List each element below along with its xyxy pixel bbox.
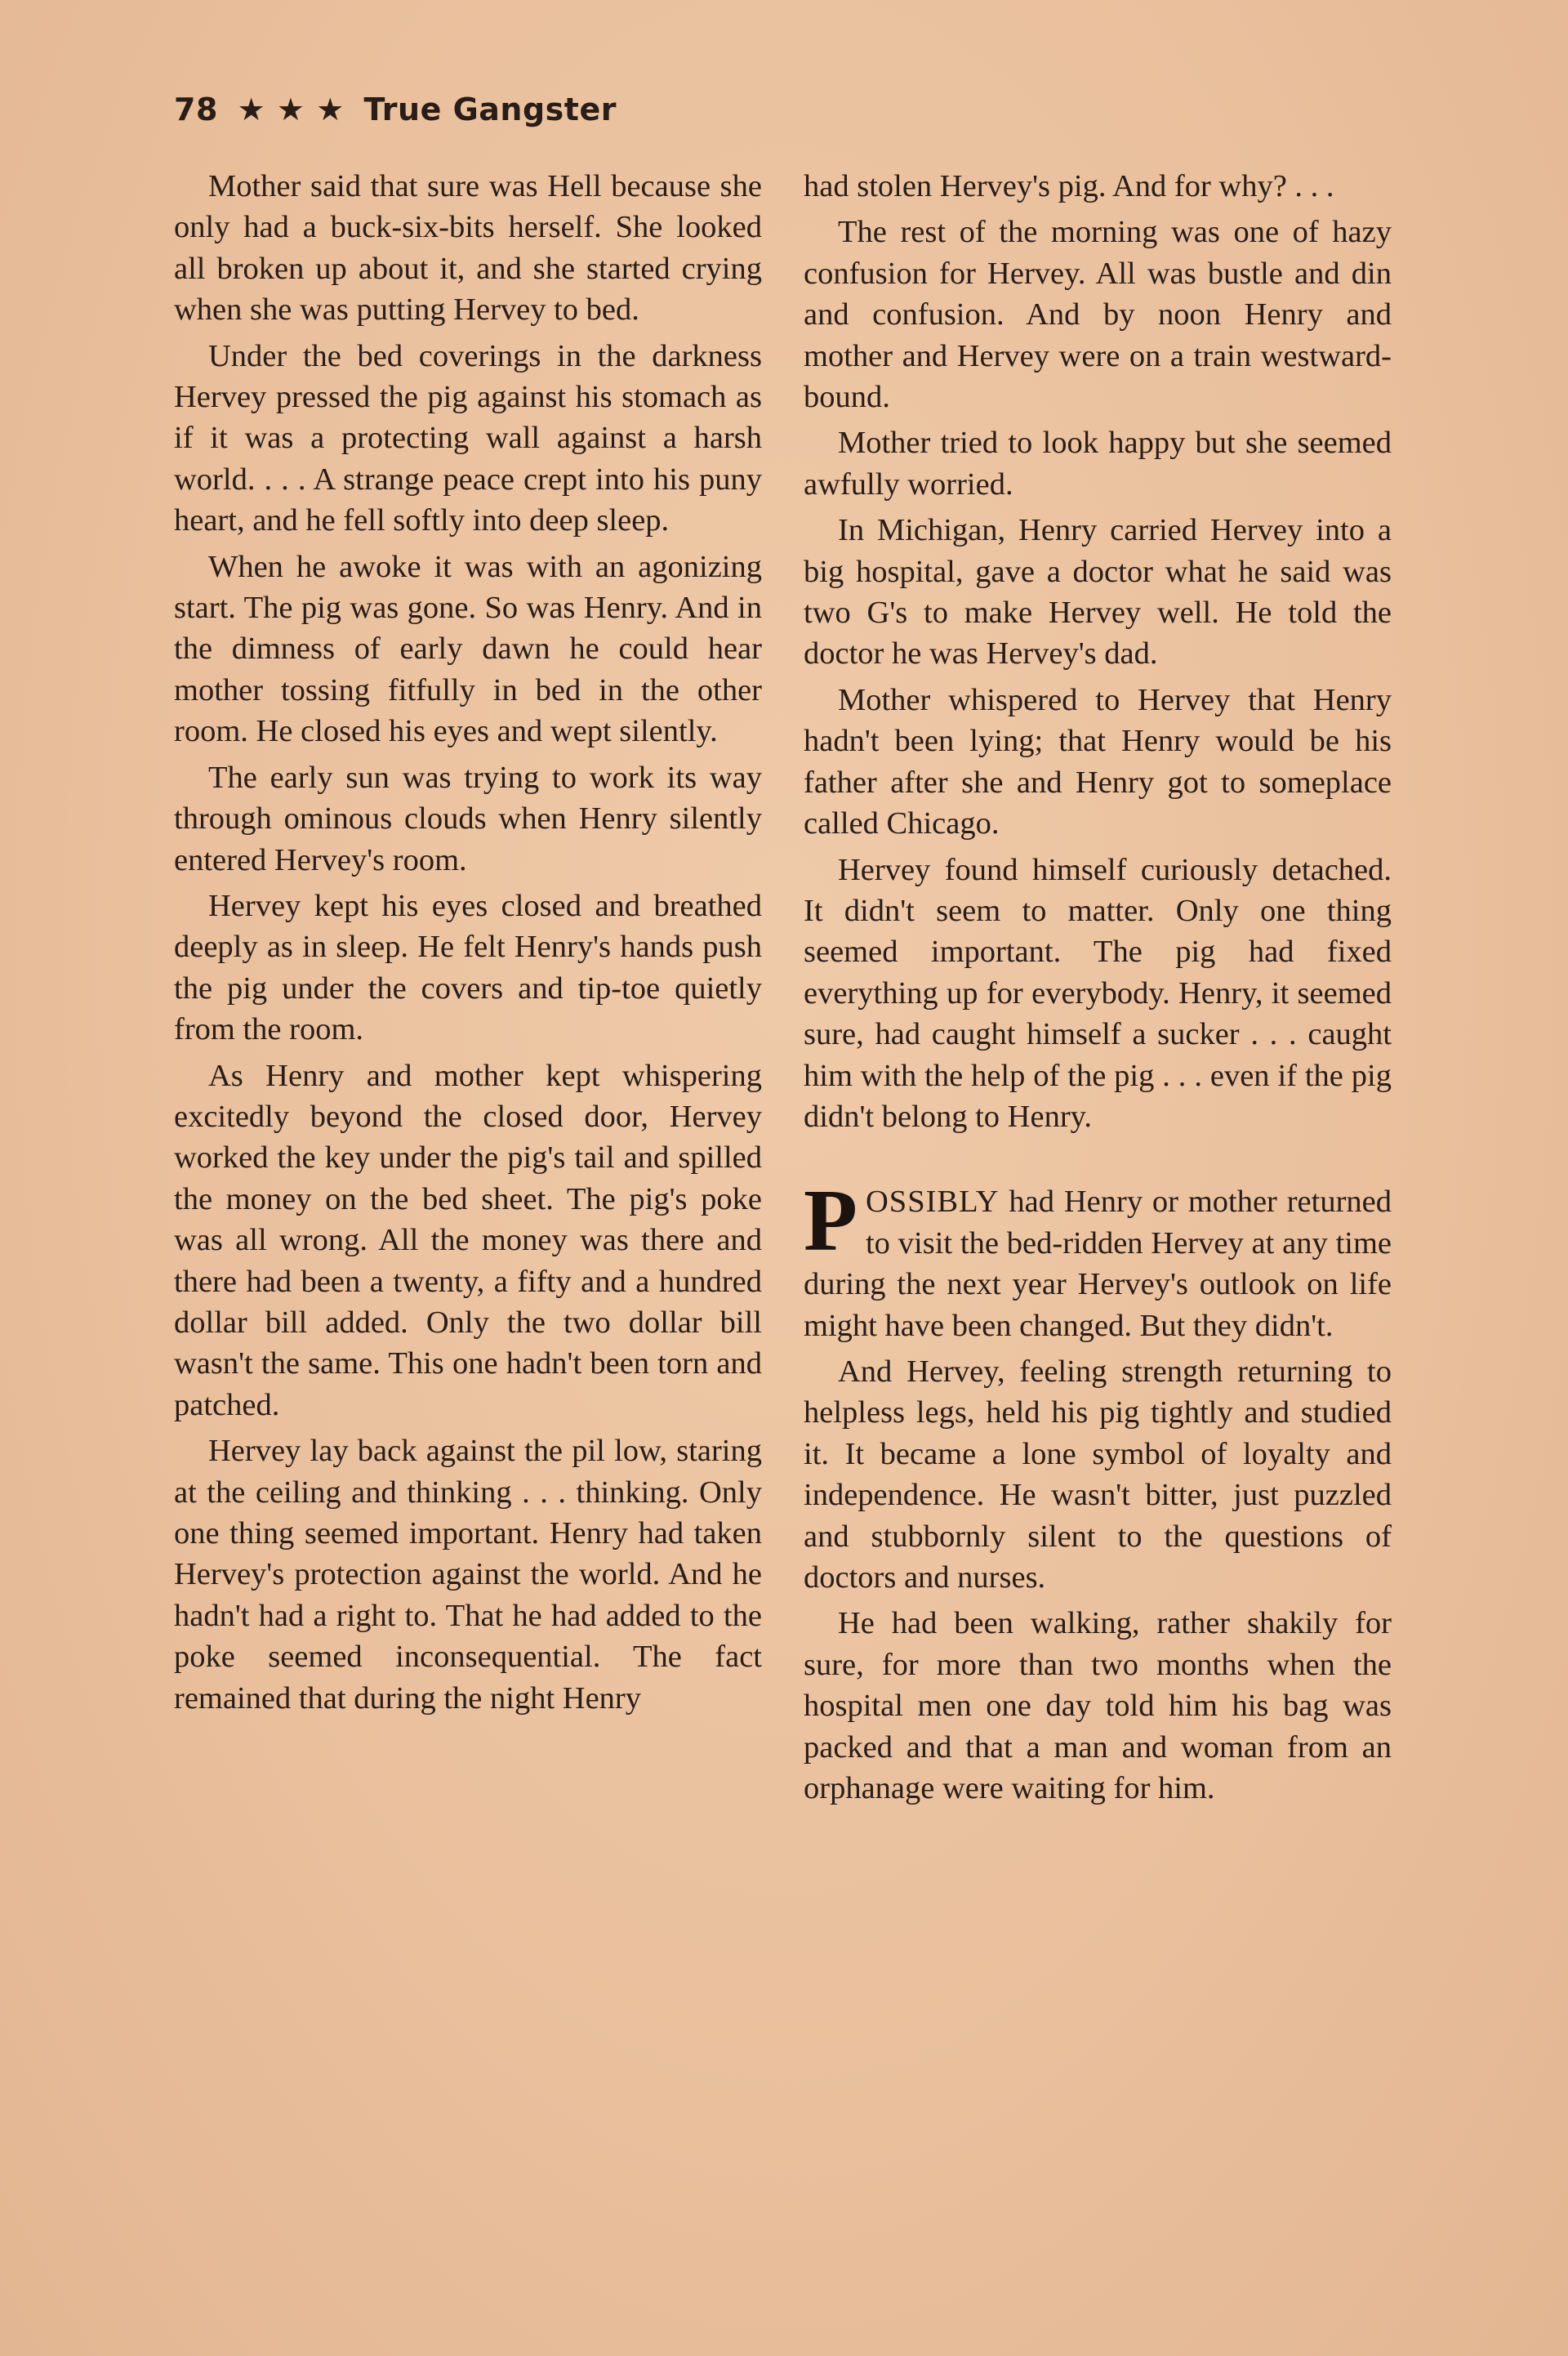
paragraph: Mother said that sure was Hell because she only had a buck-six-bits herself. She looked all broken up about it, and she started crying when she was putting Hervey to bed. [174, 169, 762, 328]
paragraph: When he awoke it was with an agonizing start. The pig was gone. So was Henry. And in the dimness of early dawn he could hear mother tossing fitfully in bed in the other room. He closed his eyes and wept silently. [174, 549, 762, 749]
left-column [174, 166, 762, 1724]
section-opening-paragraph [804, 1172, 1392, 1346]
paragraph: Mother whispered to Hervey that Henry hadn't been lying; that Henry would be his father after she and Henry got to someplace called Chicago. [804, 682, 1392, 841]
running-header [174, 91, 617, 127]
drop-cap: P [804, 1172, 858, 1270]
section-first-text: had Henry or mother returned to visit the bed-ridden Hervey at any time during the next year Hervey's outlook on life might have been changed. But they didn't. [804, 1185, 1392, 1343]
paragraph: Hervey lay back against the pil low, staring at the ceiling and thinking . . . thinking. Only one thing seemed important. Henry had taken Hervey's protection against the world. And he hadn't had a right to. That he had added to the poke seemed inconsequential. The fact remained that during the night Henry [174, 1434, 762, 1716]
paragraph: And Hervey, feeling strength returning to helpless legs, held his pig tightly and studied it. It became a lone symbol of loyalty and independence. He wasn't bitter, just puzzled and stubbornly silent to the questions of doctors and nurses. [804, 1354, 1392, 1595]
paragraph: As Henry and mother kept whispering excitedly beyond the closed door, Hervey worked the key under the pig's tail and spilled the money on the bed sheet. The pig's poke was all wrong. All the money was there and there had been a twenty, a fifty and a hundred dollar bill added. Only the two dollar bill wasn't the same. This one hadn't been torn and patched. [174, 1058, 762, 1422]
paragraph: He had been walking, rather shakily for sure, for more than two months when the hospital men one day told him his bag was packed and that a man and woman from an orphanage were waiting for him. [804, 1606, 1392, 1806]
paragraph: Hervey kept his eyes closed and breathed deeply as in sleep. He felt Henry's hands push the pig under the covers and tip-toe quietly from the room. [174, 888, 762, 1047]
paragraph: In Michigan, Henry carried Hervey into a big hospital, gave a doctor what he said was two G's to make Hervey well. He told the doctor he was Hervey's dad. [804, 513, 1392, 672]
right-column [804, 166, 1392, 1814]
star-icons: ★ ★ ★ [237, 91, 345, 127]
paragraph: Mother tried to look happy but she seemed awfully worried. [804, 426, 1392, 502]
paragraph: The early sun was trying to work its way through ominous clouds when Henry silently entered Hervey's room. [174, 760, 762, 877]
page-number: 78 [174, 91, 218, 127]
paragraph: The rest of the morning was one of hazy confusion for Hervey. All was bustle and din and confusion. And by noon Henry and mother and Hervey were on a train westward-bound. [804, 215, 1392, 415]
section-first-word: OSSIBLY [865, 1185, 1000, 1220]
magazine-title: True Gangster [363, 91, 617, 127]
paragraph: Hervey found himself curiously detached. It didn't seem to matter. Only one thing seemed important. The pig had fixed everything up for everybody. Henry, it seemed sure, had caught himself a sucker . . . caught him with the help of the pig . . . even if the pig didn't belong to Henry. [804, 852, 1392, 1134]
paragraph: Under the bed coverings in the darkness Hervey pressed the pig against his stomach as if it was a protecting wall against a harsh world. . . . A strange peace crept into his puny heart, and he fell softly into deep sleep. [174, 338, 762, 538]
paragraph-continuation: had stolen Hervey's pig. And for why? . . . [804, 169, 1334, 203]
